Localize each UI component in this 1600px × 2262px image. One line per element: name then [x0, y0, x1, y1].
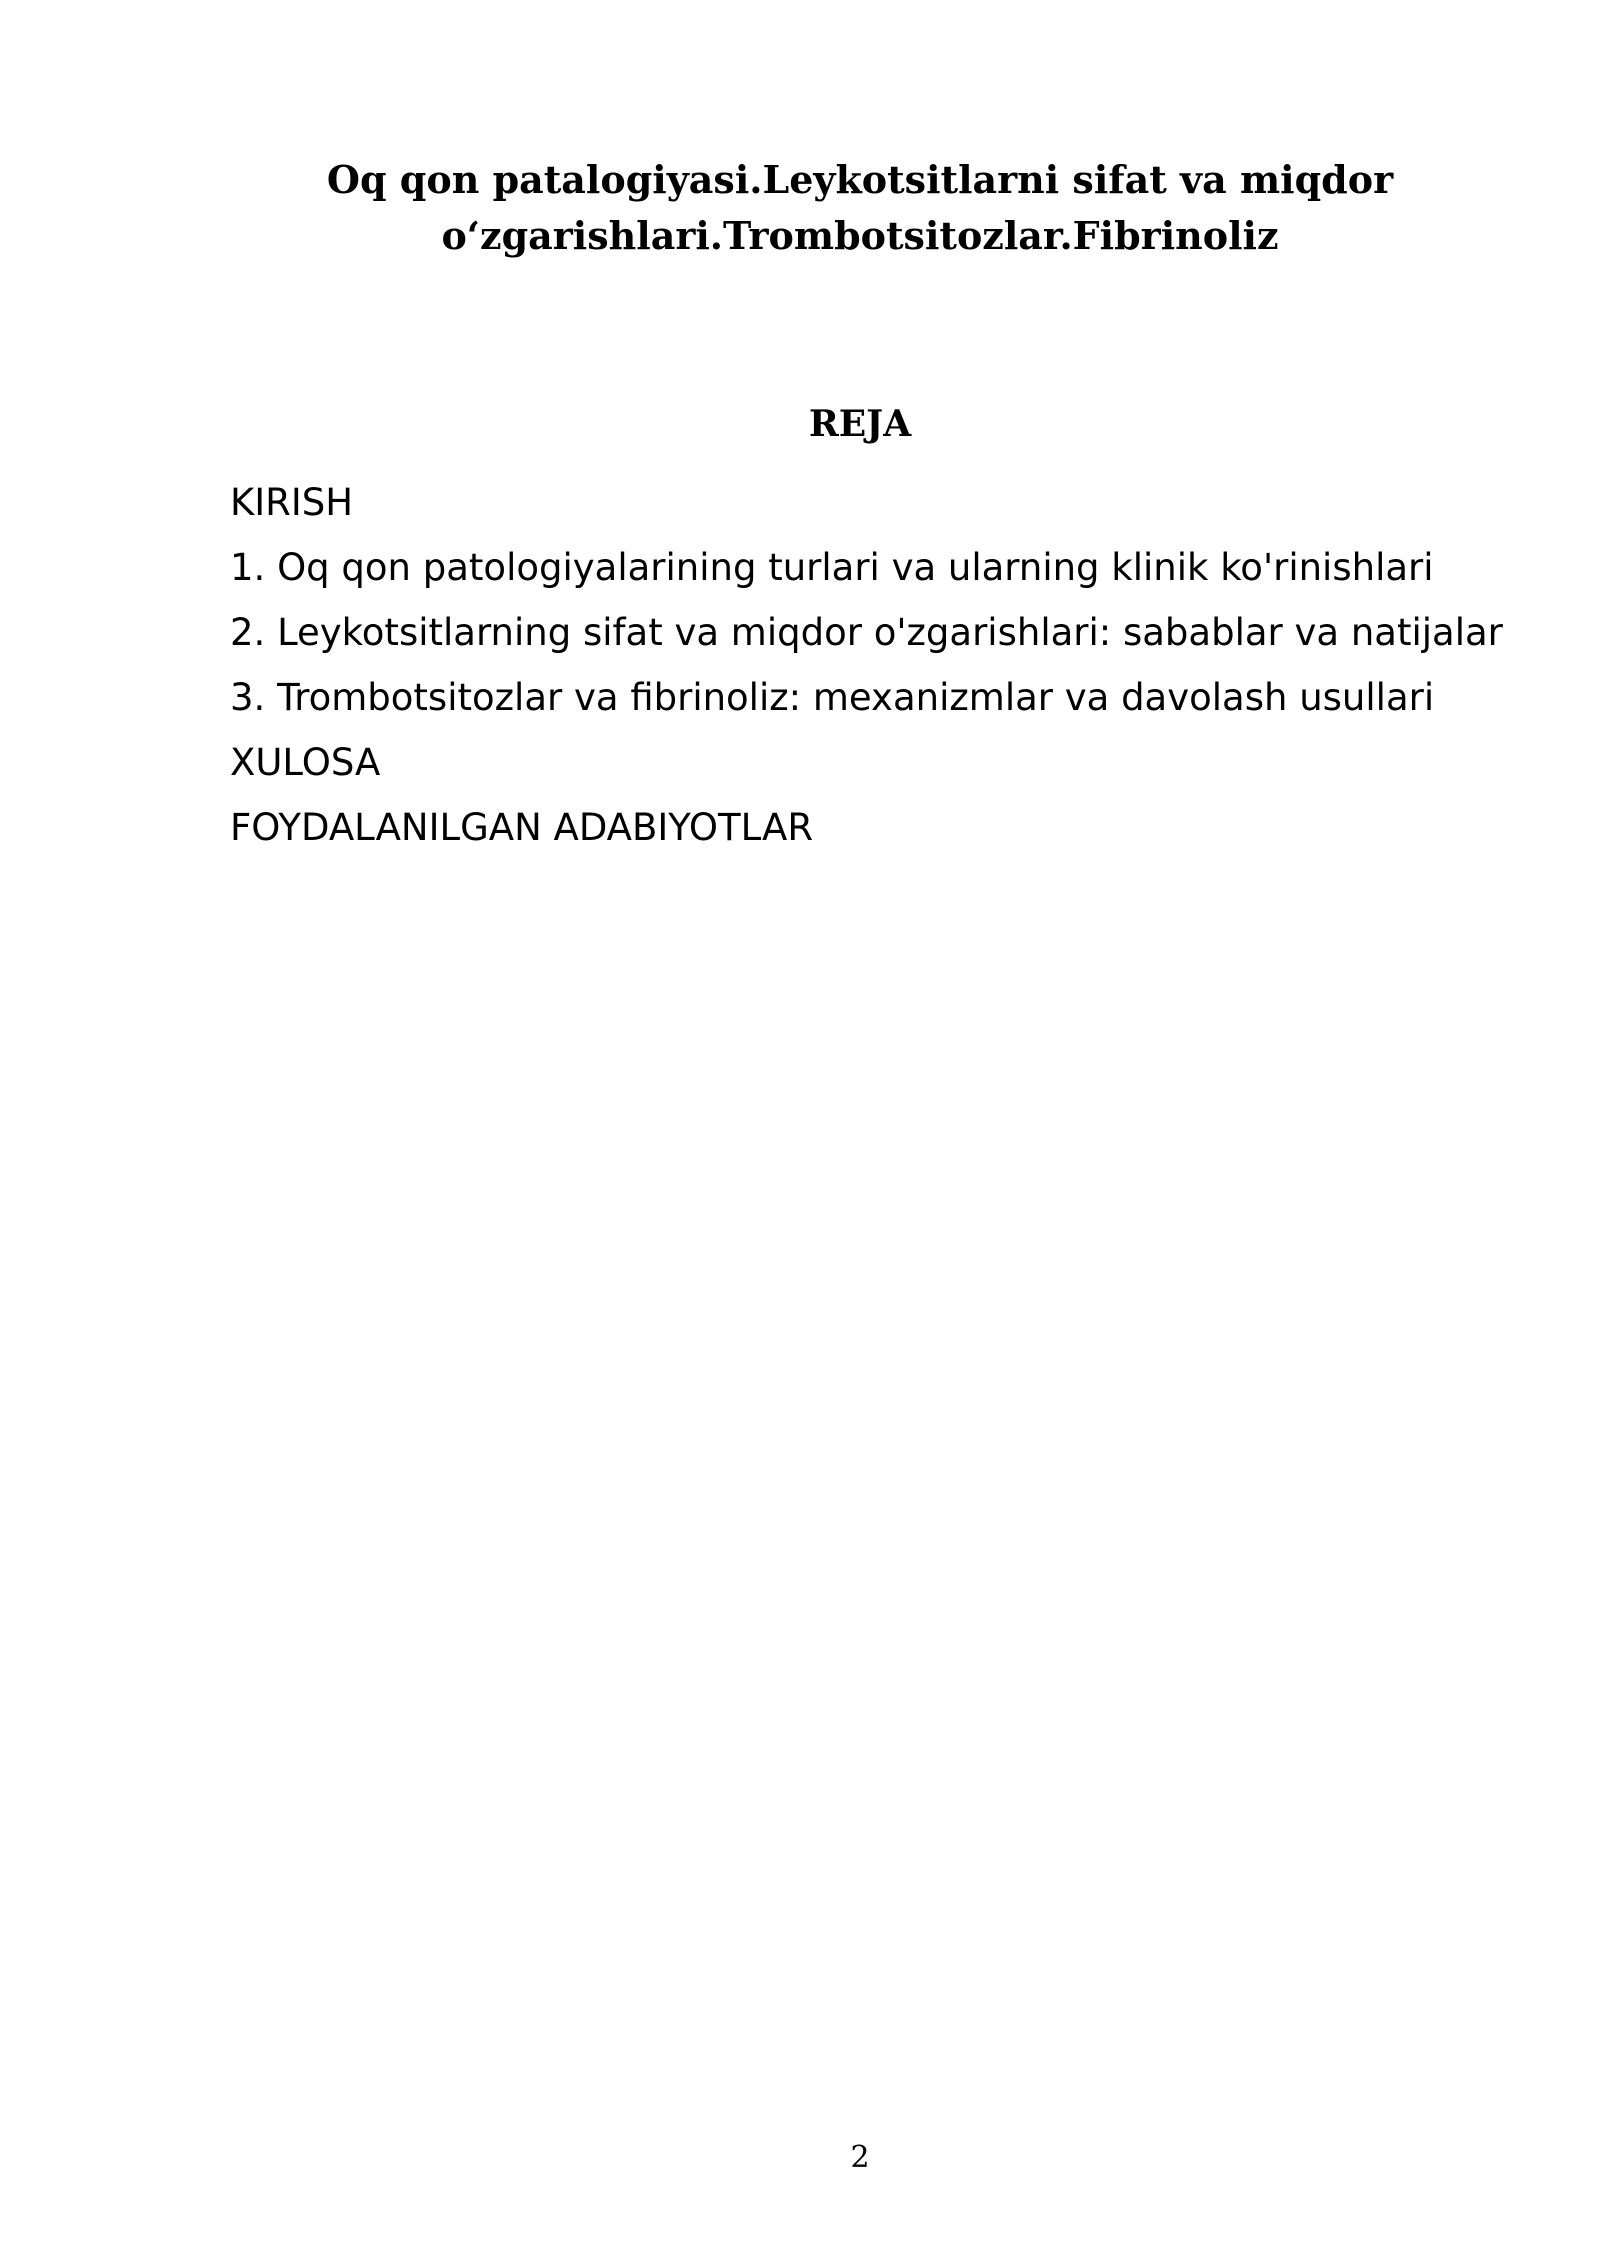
document-title-line-1: Oq qon patalogiyasi.Leykotsitlarni sifat va miqdor	[326, 157, 1394, 202]
document-title	[230, 152, 1490, 264]
document-title-line-2: o‘zgarishlari.Trombotsitozlar.Fibrinoliz	[441, 213, 1279, 258]
plan-item-conclusion: XULOSA	[230, 741, 381, 784]
plan-item-2: 2. Leykotsitlarning sifat va miqdor o'zgarishlari: sabablar va natijalar	[230, 611, 1503, 654]
plan-list	[230, 474, 1530, 864]
page-number: 2	[850, 2140, 870, 2175]
plan-item-3: 3. Trombotsitozlar va fibrinoliz: mexanizmlar va davolash usullari	[230, 676, 1435, 719]
plan-item-references: FOYDALANILGAN ADABIYOTLAR	[230, 806, 814, 849]
plan-heading: REJA	[808, 403, 912, 445]
plan-item-1: 1. Oq qon patologiyalarining turlari va ularning klinik ko'rinishlari	[230, 546, 1434, 589]
plan-item-introduction: KIRISH	[230, 481, 354, 524]
